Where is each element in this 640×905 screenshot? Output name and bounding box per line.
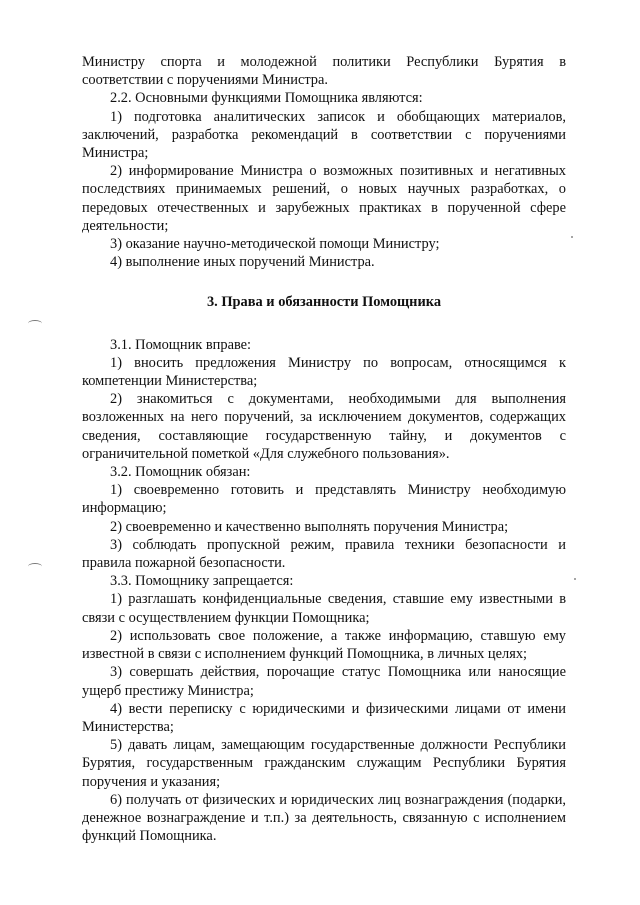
list-item: 1) своевременно готовить и представлять Министру необходимую информацию; [82,482,566,517]
section-heading: 3. Права и обязанности Помощника [206,294,442,311]
paragraph: 3.2. Помощник обязан: [110,464,251,481]
margin-scan-mark [28,563,42,570]
list-item: 2) использовать свое положение, а также информацию, ставшую ему известной в связи с исполнением функций Помощника, в личных целях; [82,627,566,663]
list-item: 4) вести переписку с юридическими и физическими лицами от имени Министерства; [82,700,566,735]
list-item: 1) вносить предложения Министру по вопросам, относящимся к компетенции Министерства; [82,354,566,390]
margin-scan-mark [28,320,42,327]
paragraph: 3.1. Помощник вправе: [110,336,252,353]
document-body [82,53,566,845]
list-item: 4) выполнение иных поручений Министра. [110,254,375,271]
list-item: 5) давать лицам, замещающим государственные должности Республики Бурятия, государственным гражданским служащим Республики Бурятия поручения и указания; [82,737,566,790]
list-item: 3) совершать действия, порочащие статус Помощника или наносящие ущерб престижу Министра; [82,664,566,699]
paragraph: 2.2. Основными функциями Помощника являются: [110,90,423,107]
list-item: 2) информирование Министра о возможных позитивных и негативных последствиях принимаемых решений, о новых научных разработках, о передовых отечественных и зарубежных практиках в порученной сфере деятельности; [82,163,566,234]
paragraph: 3.3. Помощнику запрещается: [110,573,294,590]
scan-speck [574,578,576,580]
list-item: 6) получать от физических и юридических лиц вознаграждения (подарки, денежное вознаграждение и т.п.) за деятельность, связанную с исполнением функций Помощника. [82,791,566,845]
list-item: 2) знакомиться с документами, необходимыми для выполнения возложенных на него поручений, за исключением документов, содержащих сведения, составляющие государственную тайну, и документов с ограничительной пометкой «Для служебного пользования». [82,391,566,462]
list-item: 1) подготовка аналитических записок и обобщающих материалов, заключений, разработка рекомендаций в соответствии с поручениями Министра; [82,108,566,162]
list-item: 3) соблюдать пропускной режим, правила техники безопасности и правила пожарной безопасности. [82,536,566,572]
list-item: 3) оказание научно-методической помощи Министру; [110,236,440,253]
scan-speck [571,236,573,238]
list-item: 2) своевременно и качественно выполнять поручения Министра; [110,518,509,535]
list-item: 1) разглашать конфиденциальные сведения, ставшие ему известными в связи с осуществлением функции Помощника; [82,591,566,626]
paragraph: Министру спорта и молодежной политики Республики Бурятия в соответствии с поручениями Министра. [82,54,566,89]
